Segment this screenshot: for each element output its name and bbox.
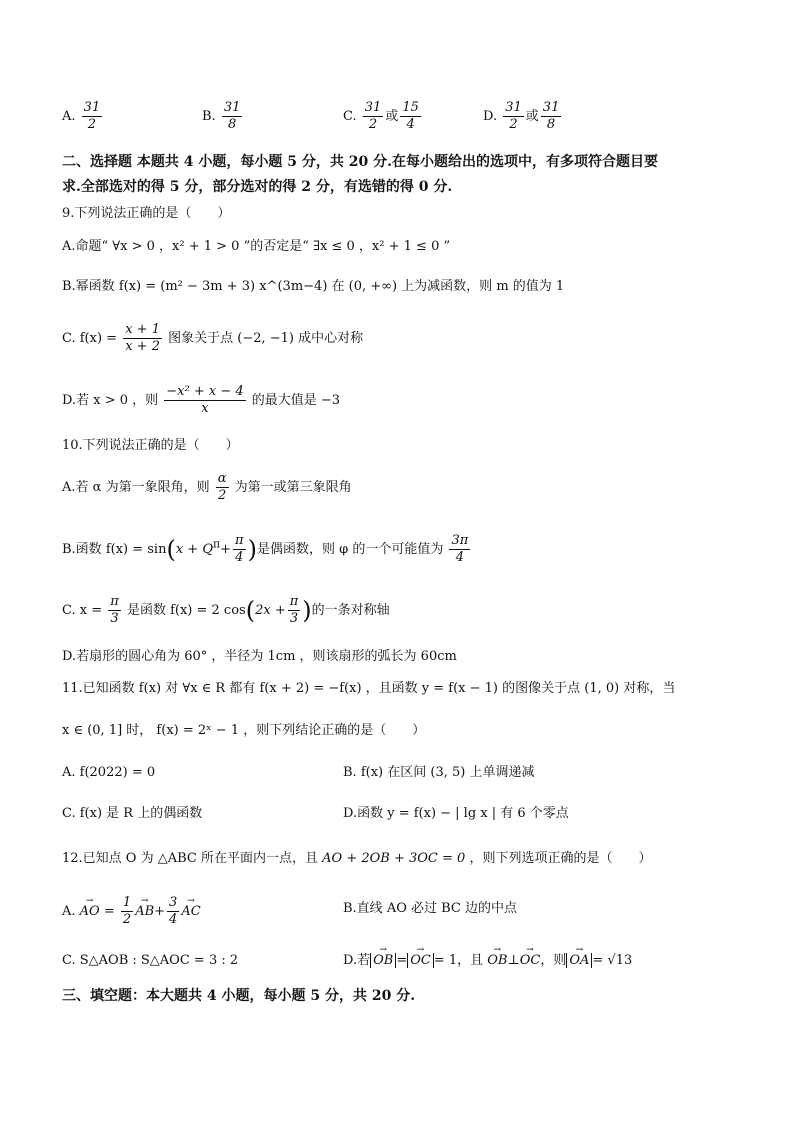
q10-stem: 10.下列说法正确的是（ ） — [62, 438, 239, 453]
left-paren: ( — [245, 596, 256, 625]
option-prefix: C. x = — [62, 603, 103, 618]
option-suffix: 的一条对称轴 — [311, 603, 390, 618]
denominator: 2 — [217, 488, 227, 503]
q10-option-c — [62, 594, 390, 627]
magnitude — [370, 953, 396, 968]
section3-heading: 三、填空题：本大题共 4 小题，每小题 5 分，共 20 分. — [62, 988, 416, 1004]
denominator: 8 — [227, 117, 237, 132]
option-prefix: D.若 — [343, 953, 371, 968]
stem-prefix: 12.已知点 O 为 △ABC 所在平面内一点，且 — [62, 851, 318, 866]
numerator: 3 — [169, 895, 178, 910]
plus-sign: + — [154, 904, 166, 919]
fraction — [164, 384, 245, 417]
fraction — [288, 594, 301, 627]
denominator: 4 — [235, 550, 244, 565]
denominator: 4 — [406, 117, 415, 132]
numerator: 31 — [505, 100, 522, 115]
option-suffix: 是偶函数，则 φ 的一个可能值为 — [256, 542, 444, 557]
expression: 2x + — [255, 603, 286, 618]
vector-equation: AO + 2OB + 3OC = 0 — [322, 851, 466, 866]
denominator: 2 — [509, 117, 518, 132]
denominator: 2 — [87, 117, 97, 132]
fraction — [449, 533, 470, 566]
q9-option-a: A.命题“ ∀x > 0 ，x² + 1 > 0 ”的否定是“ ∃x ≤ 0 ，x² + 1 ≤ 0 ” — [62, 239, 451, 254]
right-paren: ) — [247, 535, 257, 564]
q10-option-a — [62, 471, 352, 504]
fraction — [82, 100, 103, 133]
q10-option-d: D.若扇形的圆心角为 60° ，半径为 1cm ，则该扇形的弧长为 60cm — [62, 649, 457, 664]
q12-option-a — [62, 895, 201, 928]
numerator: 31 — [542, 100, 560, 115]
vector: → OB — [373, 952, 393, 970]
option-label: A. — [62, 109, 76, 124]
q11-stem-line1: 11.已知函数 f(x) 对 ∀x ∈ R 都有 f(x + 2) = −f(x) ，且函数 y = f(x − 1) 的图像关于点 (1, 0) 对称，当 — [62, 681, 676, 696]
vector: → OC — [520, 952, 541, 970]
fraction — [541, 100, 562, 133]
perpendicular-sign: ⊥ — [507, 953, 520, 968]
q8-option-c — [343, 100, 423, 133]
vector: → AB — [135, 903, 154, 921]
numerator: 3π — [451, 533, 469, 548]
numerator: π — [235, 533, 244, 548]
vector: → AC — [181, 903, 200, 921]
q11-option-b: B. f(x) 在区间 (3, 5) 上单调递减 — [343, 765, 535, 780]
equals-sign: = — [396, 953, 408, 968]
numerator: 31 — [83, 100, 101, 115]
denominator: 2 — [122, 912, 132, 927]
fraction — [123, 322, 162, 355]
q9-option-d — [62, 384, 340, 417]
option-prefix: B.函数 f(x) = sin — [62, 542, 167, 557]
q9-option-b: B.幂函数 f(x) = (m² − 3m + 3) x^(3m−4) 在 (0, +∞) 上为减函数，则 m 的值为 1 — [62, 279, 565, 294]
option-suffix: 为第一或第三象限角 — [234, 480, 352, 495]
q8-option-a — [62, 100, 104, 133]
option-connector: ，则 — [540, 953, 567, 968]
q9-stem: 9.下列说法正确的是（ ） — [62, 206, 231, 221]
option-middle: 是函数 f(x) = 2 cos — [126, 603, 246, 618]
fraction — [167, 895, 179, 928]
fraction — [121, 895, 133, 928]
option-label: D. — [483, 109, 498, 124]
numerator: −x² + x − 4 — [166, 384, 244, 399]
magnitude — [566, 953, 592, 968]
option-label: B. — [202, 109, 216, 124]
plus-sign: + — [220, 542, 232, 557]
q11-option-c: C. f(x) 是 R 上的偶函数 — [62, 806, 203, 821]
numerator: x + 1 — [125, 322, 160, 337]
option-prefix: C. f(x) = — [62, 331, 118, 346]
option-prefix: A. — [62, 904, 76, 919]
right-paren: ) — [302, 596, 312, 625]
denominator: 8 — [546, 117, 556, 132]
denominator: 4 — [455, 550, 465, 565]
stem-suffix: ，则下列选项正确的是（ ） — [469, 851, 652, 866]
superscript: π — [213, 537, 221, 551]
q12-option-b: B.直线 AO 必过 BC 边的中点 — [343, 901, 518, 916]
option-suffix: = √13 — [592, 953, 633, 968]
or-text: 或 — [385, 109, 399, 124]
numerator: 31 — [364, 100, 382, 115]
q11-stem-line2: x ∈ (0, 1] 时， f(x) = 2ˣ − 1 ，则下列结论正确的是（ ） — [62, 723, 426, 738]
vector: → OB — [487, 952, 507, 970]
fraction — [363, 100, 384, 133]
option-suffix: 图象关于点 (−2, −1) 成中心对称 — [168, 331, 364, 346]
denominator: 3 — [110, 611, 119, 626]
q11-option-d: D.函数 y = f(x) − | lg x | 有 6 个零点 — [343, 806, 569, 821]
fraction — [400, 100, 421, 133]
numerator: π — [110, 594, 119, 609]
q11-option-a: A. f(2022) = 0 — [62, 765, 156, 780]
denominator: 4 — [169, 912, 178, 927]
option-prefix: A.若 α 为第一象限角，则 — [62, 480, 210, 495]
q10-option-b — [62, 533, 472, 566]
q12-option-c: C. S△AOB : S△AOC = 3 : 2 — [62, 953, 239, 968]
numerator: π — [289, 594, 299, 609]
q12-stem — [62, 850, 651, 868]
option-label: C. — [343, 109, 357, 124]
numerator: 15 — [402, 100, 419, 115]
magnitude — [407, 953, 434, 968]
vector: → AO — [80, 903, 100, 921]
denominator: 3 — [289, 611, 299, 626]
vector: → OC — [410, 952, 431, 970]
denominator: x + 2 — [125, 339, 160, 354]
denominator: x — [201, 401, 209, 416]
section2-heading-line2: 求.全部选对的得 5 分，部分选对的得 2 分，有选错的得 0 分. — [62, 179, 453, 195]
fraction — [108, 594, 121, 627]
denominator: 2 — [368, 117, 378, 132]
fraction — [503, 100, 524, 133]
q9-option-c — [62, 322, 363, 355]
fraction — [233, 533, 246, 566]
numerator: α — [217, 471, 227, 486]
or-text: 或 — [525, 109, 539, 124]
numerator: 1 — [122, 895, 132, 910]
q12-option-d — [343, 952, 632, 970]
q8-option-d — [483, 100, 563, 133]
fraction — [216, 471, 229, 504]
vector: → OA — [569, 952, 589, 970]
numerator: 31 — [223, 100, 241, 115]
fraction — [222, 100, 243, 133]
left-paren: ( — [166, 535, 176, 564]
option-middle: = 1，且 — [433, 953, 484, 968]
option-prefix: D.若 x > 0 ，则 — [62, 393, 159, 408]
option-suffix: 的最大值是 −3 — [251, 393, 341, 408]
q8-option-b — [202, 100, 244, 133]
section2-heading-line1: 二、选择题 本题共 4 小题，每小题 5 分，共 20 分.在每小题给出的选项中，有多项符合题目要 — [62, 154, 658, 170]
expression: x + Q — [175, 542, 213, 557]
equals-sign: = — [103, 904, 115, 919]
